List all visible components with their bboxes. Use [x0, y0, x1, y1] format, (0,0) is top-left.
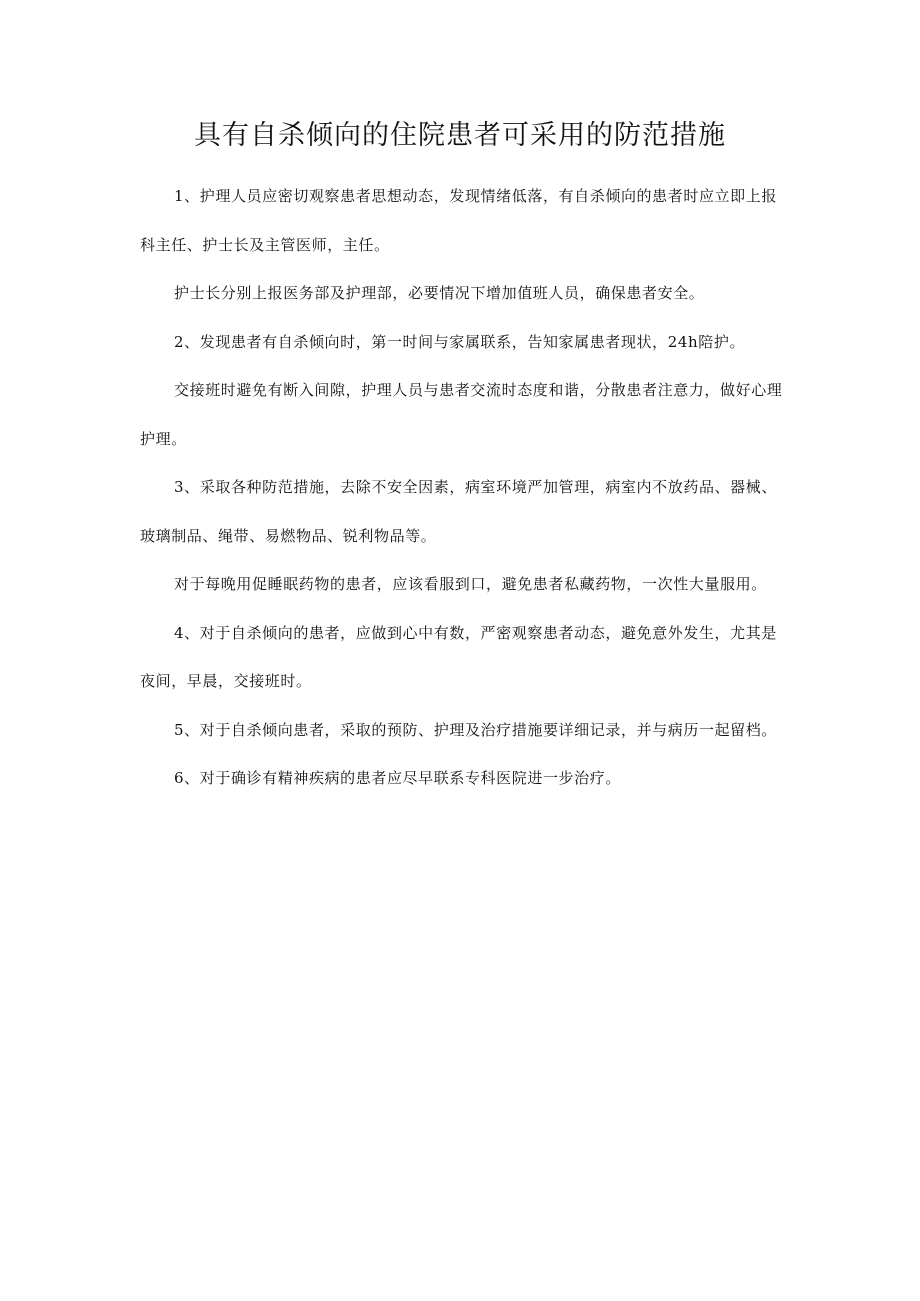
paragraph-5: 3、采取各种防范措施，去除不安全因素，病室环境严加管理，病室内不放药品、器械、玻璃制品、绳带、易燃物品、锐利物品等。 — [140, 478, 777, 545]
paragraph-1: 1、护理人员应密切观察患者思想动态，发现情绪低落，有自杀倾向的患者时应立即上报科主任、护士长及主管医师，主任。 — [140, 187, 777, 254]
paragraph-9: 6、对于确诊有精神疾病的患者应尽早联系专科医院进一步治疗。 — [174, 769, 621, 787]
paragraph-7: 4、对于自杀倾向的患者，应做到心中有数，严密观察患者动态，避免意外发生，尤其是夜间，早晨，交接班时。 — [140, 623, 777, 690]
paragraph-8: 5、对于自杀倾向患者，采取的预防、护理及治疗措施要详细记录，并与病历一起留档。 — [174, 720, 777, 739]
paragraph-3: 2、发现患者有自杀倾向时，第一时间与家属联系，告知家属患者现状，24h陪护。 — [174, 332, 746, 351]
document-title: 具有自杀倾向的住院患者可采用的防范措施 — [194, 120, 726, 151]
paragraph-2: 护士长分别上报医务部及护理部，必要情况下增加值班人员，确保患者安全。 — [174, 284, 705, 302]
document-body — [140, 172, 790, 803]
paragraph-6: 对于每晚用促睡眠药物的患者，应该看服到口，避免患者私藏药物，一次性大量服用。 — [174, 575, 767, 593]
paragraph-4: 交接班时避免有断入间隙，护理人员与患者交流时态度和谐，分散患者注意力，做好心理护理。 — [140, 381, 783, 448]
